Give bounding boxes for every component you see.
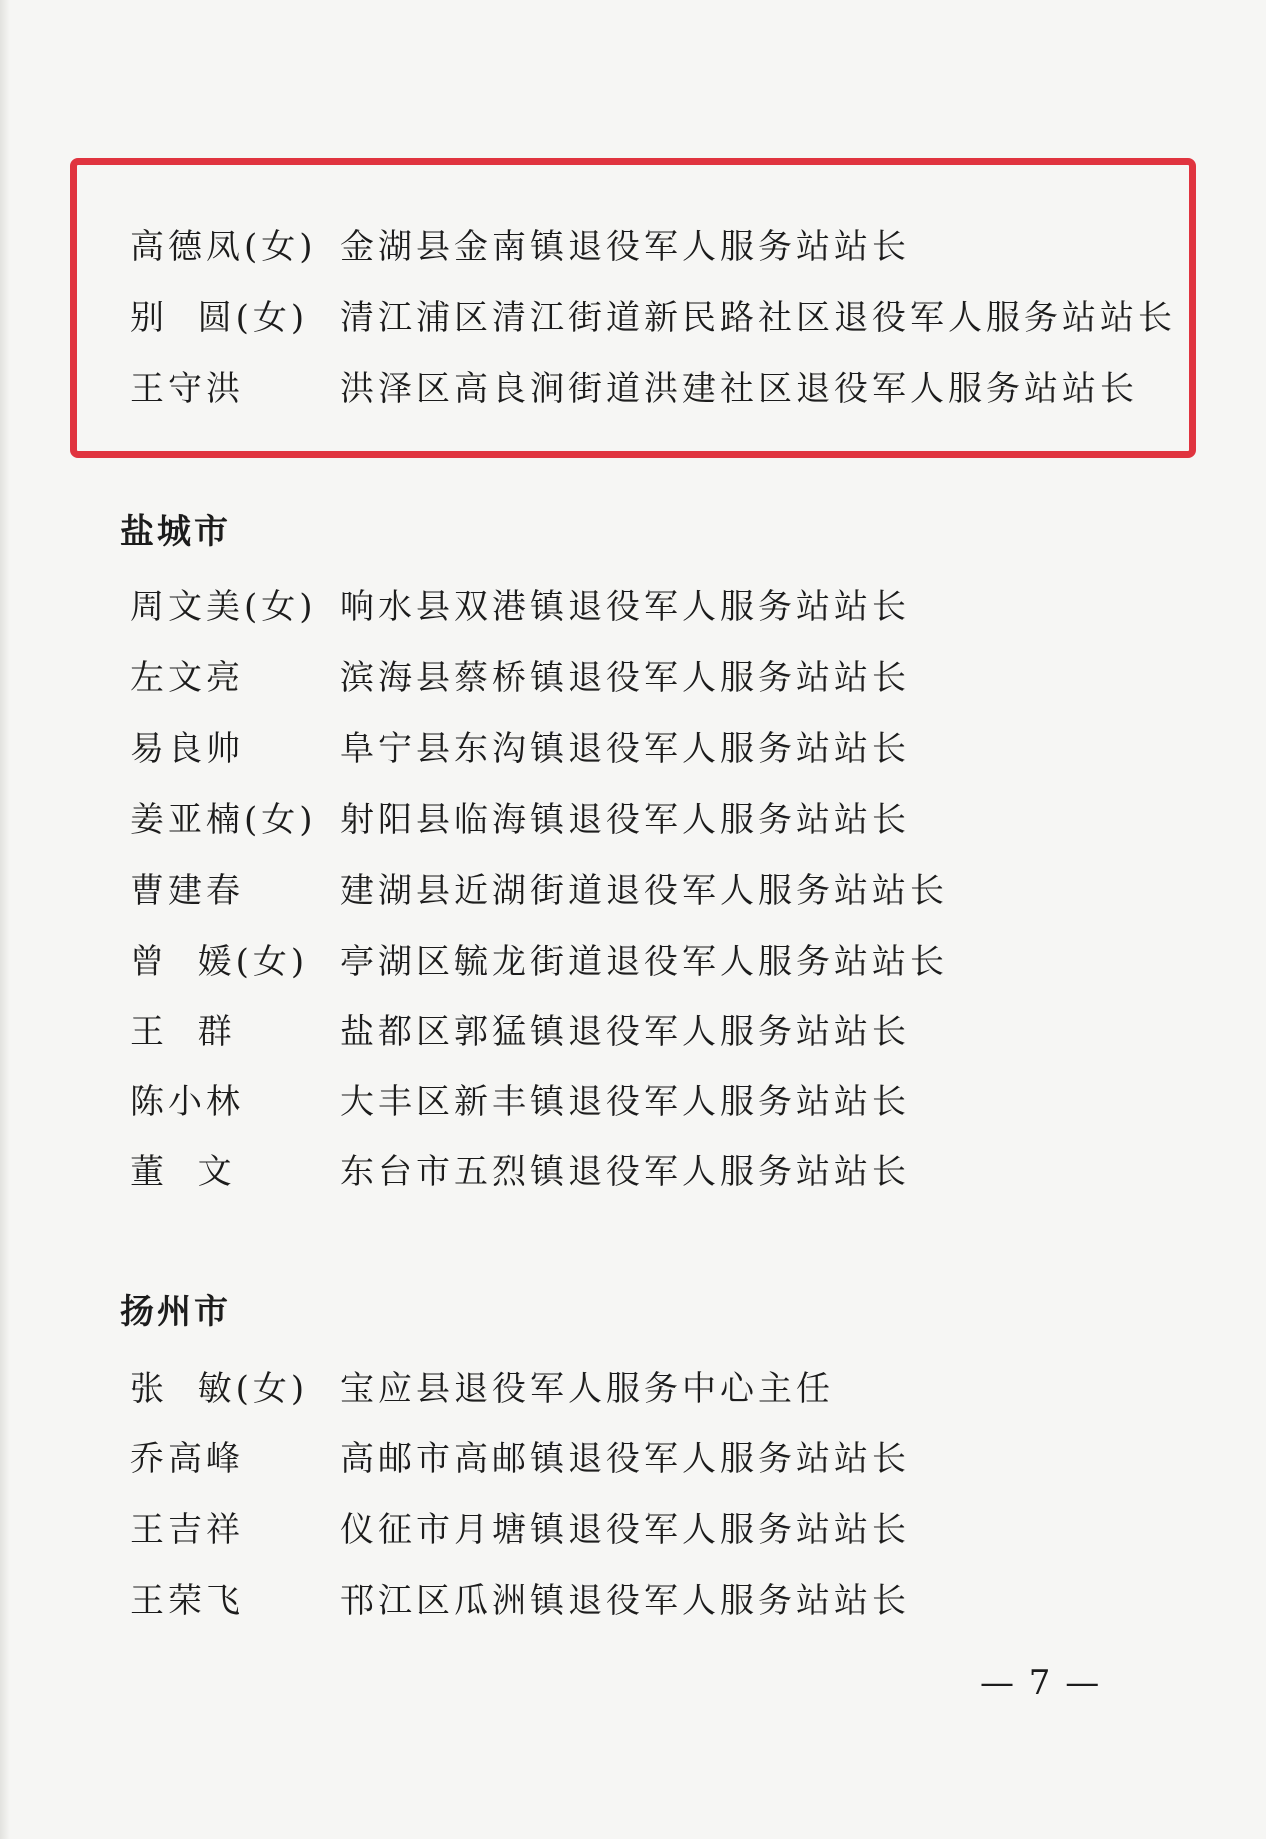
- person-title: 金湖县金南镇退役军人服务站站长: [340, 227, 910, 267]
- list-item: [0, 293, 1266, 343]
- page-edge-shadow: [0, 0, 10, 1839]
- list-item: [0, 795, 1266, 845]
- person-name: 易良帅: [130, 729, 244, 769]
- page-number: — 7 —: [980, 1663, 1102, 1703]
- list-item: [0, 364, 1266, 414]
- person-name: 王荣飞: [130, 1581, 244, 1621]
- list-item: [0, 866, 1266, 916]
- person-name: 别 圆(女): [130, 298, 309, 338]
- person-name: 曾 媛(女): [130, 942, 309, 982]
- person-name: 张 敏(女): [130, 1369, 309, 1409]
- list-item: [0, 1576, 1266, 1626]
- person-title: 盐都区郭猛镇退役军人服务站站长: [340, 1012, 910, 1052]
- person-title: 滨海县蔡桥镇退役军人服务站站长: [340, 658, 910, 698]
- person-title: 射阳县临海镇退役军人服务站站长: [340, 800, 910, 840]
- person-name: 曹建春: [130, 871, 244, 911]
- person-name: 陈小林: [130, 1082, 244, 1122]
- person-name: 乔高峰: [130, 1439, 244, 1479]
- list-item: [0, 653, 1266, 703]
- person-title: 亭湖区毓龙街道退役军人服务站站长: [340, 942, 948, 982]
- list-item: [0, 1364, 1266, 1414]
- person-name: 王守洪: [130, 369, 244, 409]
- person-title: 洪泽区高良涧街道洪建社区退役军人服务站站长: [340, 369, 1138, 409]
- person-title: 阜宁县东沟镇退役军人服务站站长: [340, 729, 910, 769]
- list-item: [0, 1505, 1266, 1555]
- person-name: 左文亮: [130, 658, 244, 698]
- person-title: 清江浦区清江街道新民路社区退役军人服务站站长: [340, 298, 1176, 338]
- list-item: [0, 222, 1266, 272]
- person-title: 建湖县近湖街道退役军人服务站站长: [340, 871, 948, 911]
- list-item: [0, 724, 1266, 774]
- person-title: 宝应县退役军人服务中心主任: [340, 1369, 834, 1409]
- list-item: [0, 1007, 1266, 1057]
- list-item: [0, 937, 1266, 987]
- list-item: [0, 582, 1266, 632]
- person-name: 王吉祥: [130, 1510, 244, 1550]
- person-name: 王 群: [130, 1012, 236, 1052]
- list-item: [0, 1147, 1266, 1197]
- person-name: 周文美(女): [130, 587, 317, 627]
- person-name: 高德凤(女): [130, 227, 317, 267]
- list-item: [0, 1434, 1266, 1484]
- person-title: 响水县双港镇退役军人服务站站长: [340, 587, 910, 627]
- section-heading-yangzhou: 扬州市: [120, 1292, 231, 1332]
- person-name: 董 文: [130, 1152, 236, 1192]
- person-title: 邗江区瓜洲镇退役军人服务站站长: [340, 1581, 910, 1621]
- section-heading-yancheng: 盐城市: [120, 512, 231, 552]
- person-title: 大丰区新丰镇退役军人服务站站长: [340, 1082, 910, 1122]
- list-item: [0, 1077, 1266, 1127]
- person-title: 高邮市高邮镇退役军人服务站站长: [340, 1439, 910, 1479]
- person-title: 东台市五烈镇退役军人服务站站长: [340, 1152, 910, 1192]
- person-title: 仪征市月塘镇退役军人服务站站长: [340, 1510, 910, 1550]
- person-name: 姜亚楠(女): [130, 800, 317, 840]
